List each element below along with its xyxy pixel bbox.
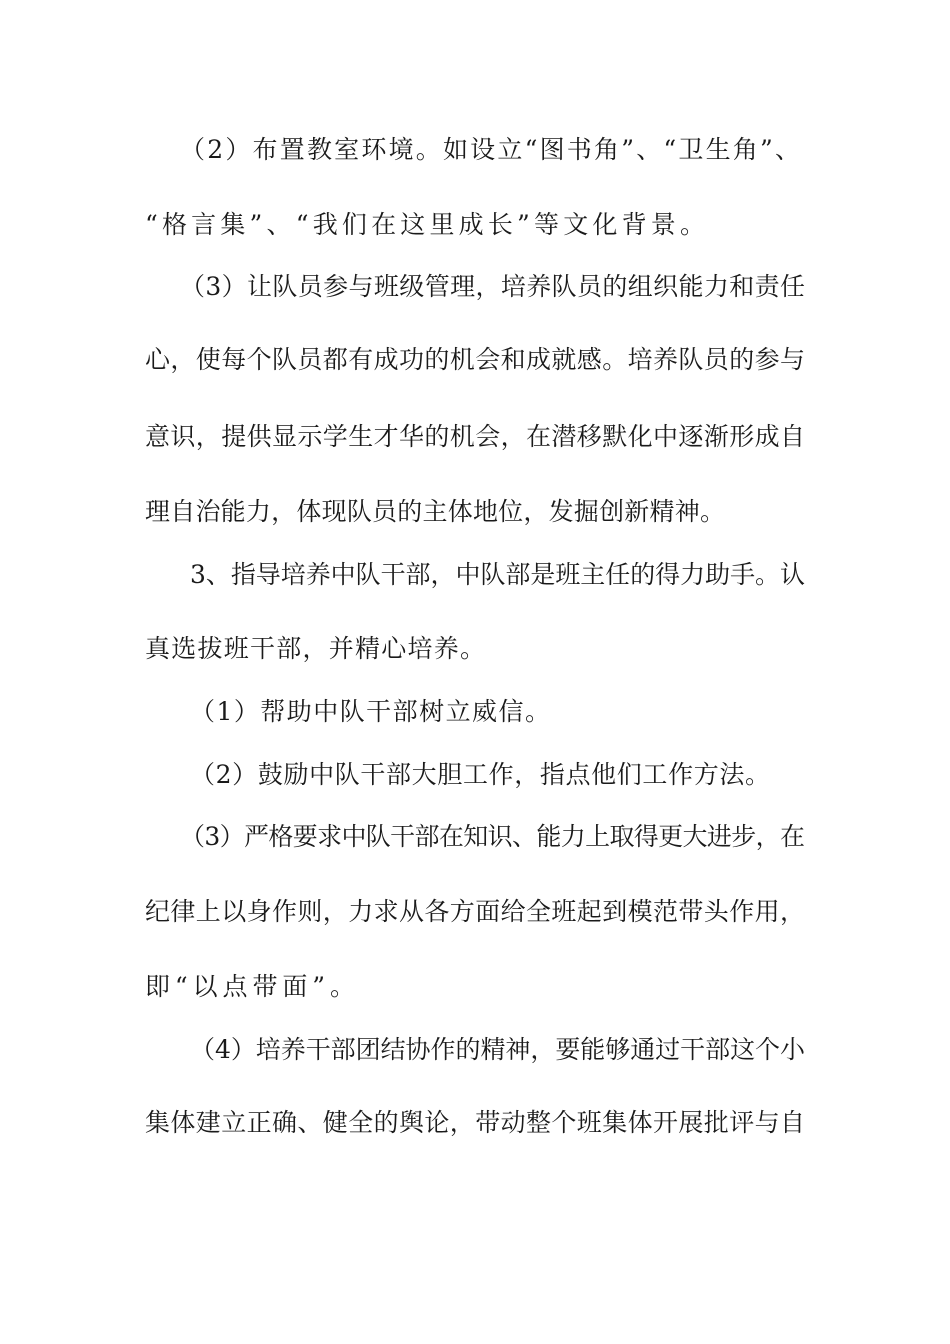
- text-line-3: （3）让队员参与班级管理，培养队员的组织能力和责任: [180, 272, 806, 301]
- text-line-1: （2）布置教室环境。如设立“图书角”、“卫生角”、: [180, 135, 803, 164]
- text-line-12: 纪律上以身作则，力求从各方面给全班起到模范带头作用，: [145, 897, 806, 926]
- text-line-14: （4）培养干部团结协作的精神，要能够通过干部这个小: [190, 1035, 805, 1064]
- text-line-11: （3）严格要求中队干部在知识、能力上取得更大进步，在: [180, 822, 805, 851]
- text-line-7: 3、指导培养中队干部，中队部是班主任的得力助手。认: [190, 560, 805, 589]
- text-line-13: 即“以点带面”。: [145, 972, 360, 1001]
- text-line-6: 理自治能力，体现队员的主体地位，发掘创新精神。: [145, 497, 726, 526]
- text-line-5: 意识，提供显示学生才华的机会，在潜移默化中逐渐形成自: [145, 422, 806, 451]
- text-line-4: 心，使每个队员都有成功的机会和成就感。培养队员的参与: [145, 345, 806, 374]
- text-line-2: “格言集”、“我们在这里成长”等文化背景。: [145, 210, 710, 239]
- text-line-10: （2）鼓励中队干部大胆工作，指点他们工作方法。: [190, 760, 771, 789]
- text-line-15: 集体建立正确、健全的舆论，带动整个班集体开展批评与自: [145, 1108, 806, 1137]
- text-line-8: 真选拔班干部，并精心培养。: [145, 634, 487, 663]
- text-line-9: （1）帮助中队干部树立威信。: [190, 697, 552, 726]
